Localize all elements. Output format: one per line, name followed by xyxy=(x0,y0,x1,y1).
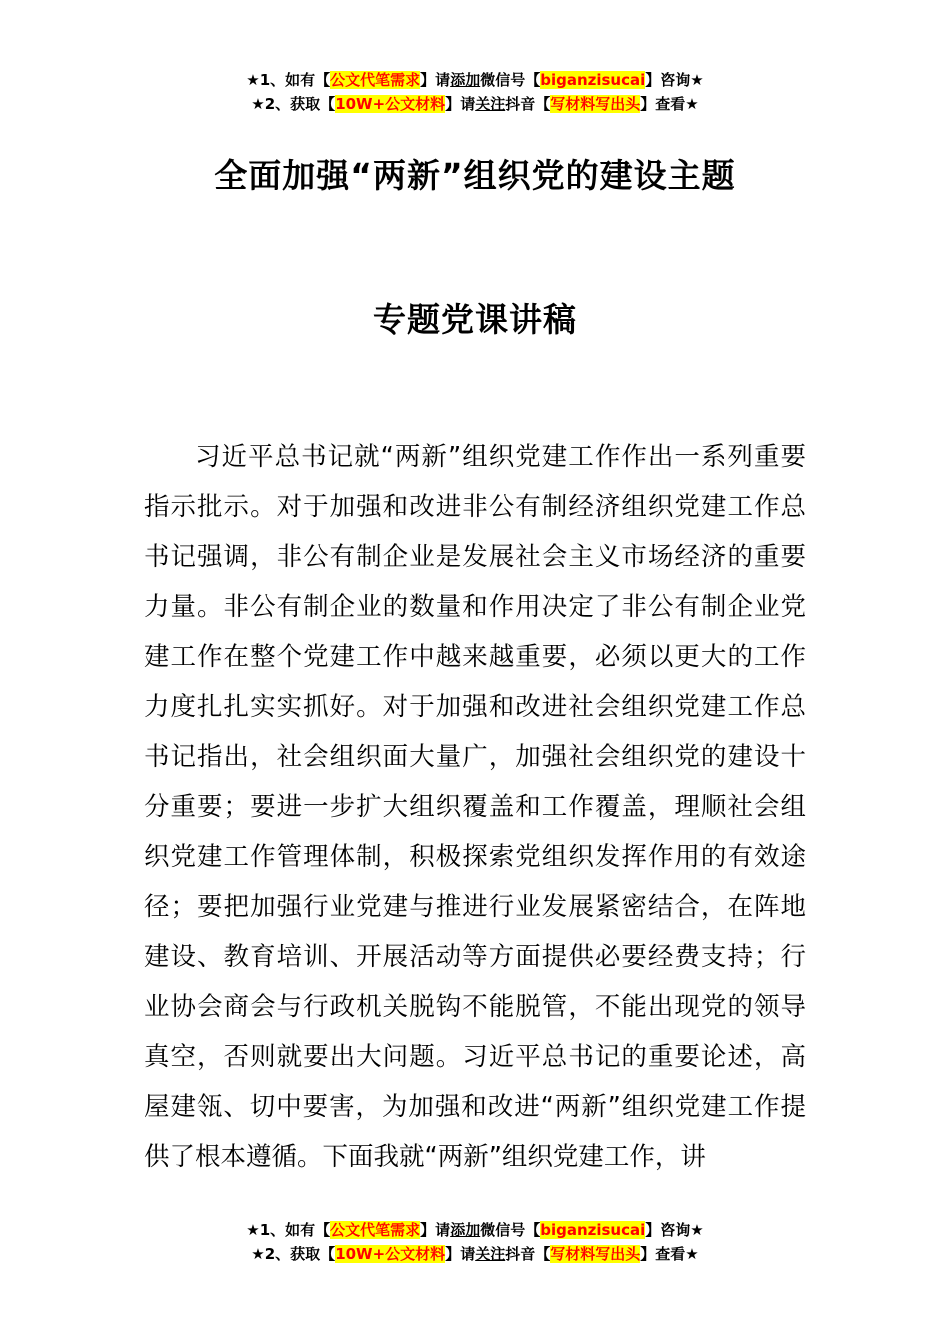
header-banner xyxy=(0,68,950,116)
document-subtitle: 专题党课讲稿 xyxy=(373,300,577,339)
document-title: 全面加强“两新”组织党的建设主题 xyxy=(214,156,736,195)
banner-text: 】请 xyxy=(420,1221,451,1239)
banner-text: 抖音【 xyxy=(505,1245,551,1263)
banner-text: ★1、如有【 xyxy=(246,71,331,89)
banner-line-1 xyxy=(0,1218,950,1242)
banner-text: ★2、获取【 xyxy=(251,1245,336,1263)
banner-text: 抖音【 xyxy=(505,95,551,113)
banner-text: 】查看★ xyxy=(640,95,699,113)
banner-text: 】请 xyxy=(420,71,451,89)
underlined-text: 关注 xyxy=(475,95,506,113)
highlight-materials: 10W+公文材料 xyxy=(335,95,446,113)
banner-text: ★1、如有【 xyxy=(246,1221,331,1239)
banner-text: 】咨询★ xyxy=(645,1221,704,1239)
body-paragraph: 习近平总书记就“两新”组织党建工作作出一系列重要指示批示。对于加强和改进非公有制经济组织党建工作总书记强调，非公有制企业是发展社会主义市场经济的重要力量。非公有制企业的数量和作用决定了非公有制企业党建工作在整个党建工作中越来越重要，必须以更大的工作力度扎扎实实抓好。对于加强和改进社会组织党建工作总书记指出，社会组织面大量广，加强社会组织党的建设十分重要；要进一步扩大组织覆盖和工作覆盖，理顺社会组织党建工作管理体制，积极探索党组织发挥作用的有效途径；要把加强行业党建与推进行业发展紧密结合，在阵地建设、教育培训、开展活动等方面提供必要经费支持；行业协会商会与行政机关脱钩不能脱管，不能出现党的领导真空，否则就要出大问题。习近平总书记的重要论述，高屋建瓴、切中要害，为加强和改进“两新”组织党建工作提供了根本遵循。下面我就“两新”组织党建工作，讲 xyxy=(144,442,806,1172)
banner-text: 微信号【 xyxy=(480,1221,541,1239)
highlight-service: 公文代笔需求 xyxy=(330,71,421,89)
banner-text: ★2、获取【 xyxy=(251,95,336,113)
highlight-douyin-account: 写材料写出头 xyxy=(550,1245,641,1263)
banner-text: 】请 xyxy=(445,1245,476,1263)
highlight-wechat-id: biganzisucai xyxy=(540,71,646,89)
footer-banner xyxy=(0,1218,950,1266)
banner-text: 】查看★ xyxy=(640,1245,699,1263)
banner-line-2 xyxy=(0,1242,950,1266)
banner-line-2 xyxy=(0,92,950,116)
underlined-text: 添加 xyxy=(450,1221,481,1239)
banner-text: 】请 xyxy=(445,95,476,113)
highlight-materials: 10W+公文材料 xyxy=(335,1245,446,1263)
underlined-text: 添加 xyxy=(450,71,481,89)
banner-text: 】咨询★ xyxy=(645,71,704,89)
highlight-service: 公文代笔需求 xyxy=(330,1221,421,1239)
underlined-text: 关注 xyxy=(475,1245,506,1263)
banner-line-1 xyxy=(0,68,950,92)
highlight-wechat-id: biganzisucai xyxy=(540,1221,646,1239)
highlight-douyin-account: 写材料写出头 xyxy=(550,95,641,113)
banner-text: 微信号【 xyxy=(480,71,541,89)
